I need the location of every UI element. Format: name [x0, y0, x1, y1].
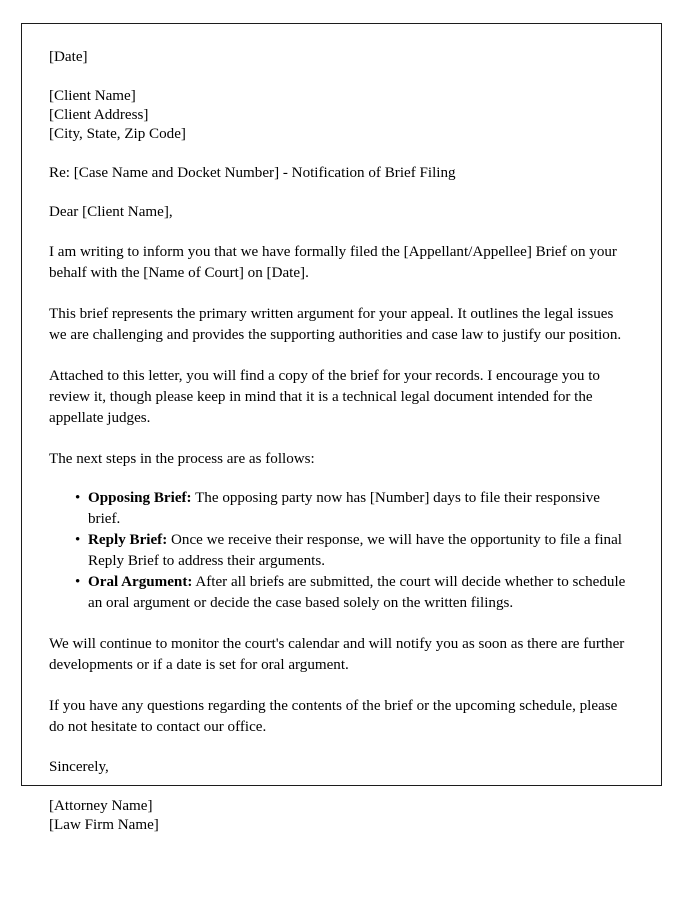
paragraph-next-steps-intro [49, 449, 634, 470]
next-steps-list [49, 488, 634, 614]
letter-body [49, 48, 634, 835]
letter-page [21, 23, 662, 833]
paragraph-questions [49, 696, 634, 738]
recipient-name: [Client Name] [49, 88, 136, 104]
salutation-block [49, 203, 634, 222]
paragraph-text: I am writing to inform you that we have formally filed the [Appellant/Appellee] Brief on your behalf with the [Name of Court] on [Date]. [49, 244, 617, 281]
paragraph-text: This brief represents the primary written argument for your appeal. It outlines the legal issues we are challenging and provides the supporting authorities and case law to justify our position. [49, 306, 622, 343]
paragraph-brief-summary [49, 304, 634, 346]
bullet-icon: • [75, 574, 81, 590]
paragraph-text: The next steps in the process are as follows: [49, 451, 315, 467]
signature-block [49, 797, 634, 835]
paragraph-attachment [49, 366, 634, 429]
paragraph-monitoring [49, 634, 634, 676]
list-item-text: Once we receive their response, we will have the opportunity to file a final Reply Brief to address their arguments. [88, 532, 622, 569]
list-item [49, 572, 634, 614]
bullet-icon: • [75, 532, 81, 548]
paragraph-filing-notice [49, 242, 634, 284]
recipient-address-block [49, 87, 634, 144]
closing-block [49, 758, 634, 777]
list-item [49, 530, 634, 572]
closing-text: Sincerely, [49, 759, 109, 775]
salutation: Dear [Client Name], [49, 204, 173, 220]
paragraph-text: If you have any questions regarding the contents of the brief or the upcoming schedule, please do not hesitate to contact our office. [49, 698, 618, 735]
attorney-name: [Attorney Name] [49, 798, 153, 814]
next-steps-list-block [49, 488, 634, 614]
law-firm-name: [Law Firm Name] [49, 817, 159, 833]
list-item-text: After all briefs are submitted, the court will decide whether to schedule an oral argument or decide the case based solely on the written filings. [88, 574, 626, 611]
date-block [49, 48, 634, 67]
list-item-text: The opposing party now has [Number] days to file their responsive brief. [88, 490, 601, 527]
recipient-city-state-zip: [City, State, Zip Code] [49, 126, 186, 142]
list-item [49, 488, 634, 530]
date-line: [Date] [49, 49, 88, 65]
bullet-icon: • [75, 490, 81, 506]
list-item-label: Reply Brief: [88, 532, 168, 548]
list-item-label: Oral Argument: [88, 574, 193, 590]
paragraph-text: We will continue to monitor the court's calendar and will notify you as soon as there are further developments or if a date is set for oral argument. [49, 636, 625, 673]
subject-block [49, 164, 634, 183]
recipient-address: [Client Address] [49, 107, 149, 123]
list-item-label: Opposing Brief: [88, 490, 192, 506]
subject-line: Re: [Case Name and Docket Number] - Notification of Brief Filing [49, 165, 456, 181]
paragraph-text: Attached to this letter, you will find a copy of the brief for your records. I encourage you to review it, though please keep in mind that it is a technical legal document intended for the appellate judges. [49, 368, 600, 426]
